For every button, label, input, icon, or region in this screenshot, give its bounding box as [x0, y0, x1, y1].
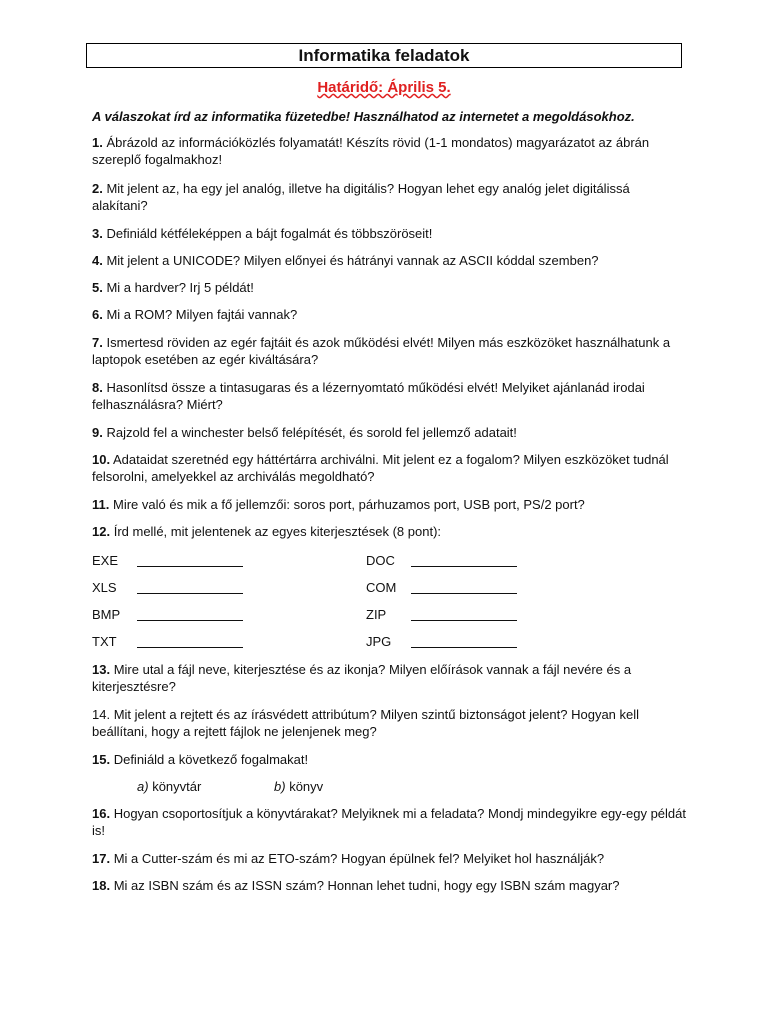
question-8	[92, 379, 688, 413]
question-13	[92, 661, 688, 695]
answer-blank[interactable]	[137, 593, 243, 594]
question-11	[92, 496, 688, 513]
question-number: 16.	[92, 806, 111, 821]
extension-label: TXT	[92, 634, 117, 649]
extension-label: EXE	[92, 553, 119, 568]
question-number: 2.	[92, 181, 103, 196]
question-1	[92, 134, 688, 168]
question-text: Mire utal a fájl neve, kiterjesztése és az ikonja? Milyen előírások vannak a fájl nevére és a kiterjesztésre?	[92, 662, 632, 694]
question-15	[92, 751, 688, 768]
question-text: Hogyan csoportosítjuk a könyvtárakat? Melyiknek mi a feladata? Mondj mindegyikre egy-egy példát is!	[92, 806, 687, 838]
question-number: 1.	[92, 135, 103, 150]
question-number: 12.	[92, 524, 111, 539]
answer-blank[interactable]	[411, 647, 517, 648]
question-text: Mire való és mik a fő jellemzői: soros port, párhuzamos port, USB port, PS/2 port?	[112, 497, 585, 512]
question-number: 14.	[92, 707, 111, 722]
question-9	[92, 424, 688, 441]
question-number: 18.	[92, 878, 111, 893]
question-number: 7.	[92, 335, 103, 350]
question-number: 4.	[92, 253, 103, 268]
question-16	[92, 805, 688, 839]
answer-blank[interactable]	[137, 647, 243, 648]
question-10	[92, 451, 688, 485]
question-number: 3.	[92, 226, 103, 241]
question-text: Mi a Cutter-szám és mi az ETO-szám? Hogyan épülnek fel? Melyiket hol használják?	[113, 851, 605, 866]
item-text: könyv	[289, 779, 324, 794]
page-title: Informatika feladatok	[86, 43, 682, 68]
question-number: 10.	[92, 452, 111, 467]
question-2	[92, 180, 688, 214]
question-number: 9.	[92, 425, 103, 440]
extension-label: XLS	[92, 580, 117, 595]
question-3	[92, 225, 688, 242]
question-6	[92, 306, 688, 323]
item-letter: b)	[274, 779, 286, 794]
question-text: Ábrázold az információközlés folyamatát! Készíts rövid (1-1 mondatos) magyarázatot az ábrán szereplő fogalmakhoz!	[92, 135, 650, 167]
question-14	[92, 706, 688, 740]
question-text: Írd mellé, mit jelentenek az egyes kiterjesztések (8 pont):	[113, 524, 442, 539]
item-text: könyvtár	[152, 779, 202, 794]
question-18	[92, 877, 688, 894]
extension-label: COM	[366, 580, 397, 595]
question-7	[92, 334, 688, 368]
question-4	[92, 252, 688, 269]
question-text: Definiáld kétféleképpen a bájt fogalmát és többszöröseit!	[106, 226, 433, 241]
question-17	[92, 850, 688, 867]
item-letter: a)	[137, 779, 149, 794]
definition-item	[274, 778, 323, 795]
question-text: Mit jelent az, ha egy jel analóg, illetve ha digitális? Hogyan lehet egy analóg jelet digitálissá alakítani?	[92, 181, 630, 213]
answer-blank[interactable]	[137, 566, 243, 567]
question-12	[92, 523, 688, 540]
question-text: Rajzold fel a winchester belső felépítését, és sorold fel jellemző adatait!	[106, 425, 517, 440]
question-text: Mi a hardver? Irj 5 példát!	[106, 280, 254, 295]
answer-blank[interactable]	[137, 620, 243, 621]
question-text: Hasonlítsd össze a tintasugaras és a lézernyomtató működési elvét! Melyiket ajánlanád irodai felhasználásra? Miért?	[92, 380, 645, 412]
question-number: 13.	[92, 662, 111, 677]
question-number: 11.	[92, 497, 110, 512]
intro-text: A válaszokat írd az informatika füzetedbe! Használhatod az internetet a megoldásokhoz.	[92, 109, 635, 124]
question-number: 8.	[92, 380, 103, 395]
question-number: 5.	[92, 280, 103, 295]
definition-item	[137, 778, 201, 795]
extension-label: JPG	[366, 634, 392, 649]
extension-label: ZIP	[366, 607, 387, 622]
question-text: Mi az ISBN szám és az ISSN szám? Honnan lehet tudni, hogy egy ISBN szám magyar?	[113, 878, 620, 893]
question-text: Mit jelent a UNICODE? Milyen előnyei és hátrányi vannak az ASCII kóddal szemben?	[106, 253, 599, 268]
question-text: Mi a ROM? Milyen fajtái vannak?	[106, 307, 298, 322]
extension-label: BMP	[92, 607, 121, 622]
question-text: Definiáld a következő fogalmakat!	[113, 752, 309, 767]
deadline: Határidő: Április 5.	[317, 79, 451, 96]
question-number: 17.	[92, 851, 111, 866]
question-number: 15.	[92, 752, 111, 767]
extension-label: DOC	[366, 553, 395, 568]
question-5	[92, 279, 688, 296]
question-text: Adataidat szeretnéd egy háttértárra archiválni. Mit jelent ez a fogalom? Milyen eszközöket tudnál felsorolni, amelyekkel az archiválás megoldható?	[92, 452, 669, 484]
answer-blank[interactable]	[411, 620, 517, 621]
question-number: 6.	[92, 307, 103, 322]
question-text: Ismertesd röviden az egér fajtáit és azok működési elvét! Milyen más eszközöket használhatunk a laptopok esetében az egér kiváltására?	[92, 335, 671, 367]
question-text: Mit jelent a rejtett és az írásvédett attribútum? Milyen szintű biztonságot jelent? Hogyan kell beállítani, hogy a rejtett fájlok ne jelenjenek meg?	[92, 707, 640, 739]
answer-blank[interactable]	[411, 593, 517, 594]
answer-blank[interactable]	[411, 566, 517, 567]
